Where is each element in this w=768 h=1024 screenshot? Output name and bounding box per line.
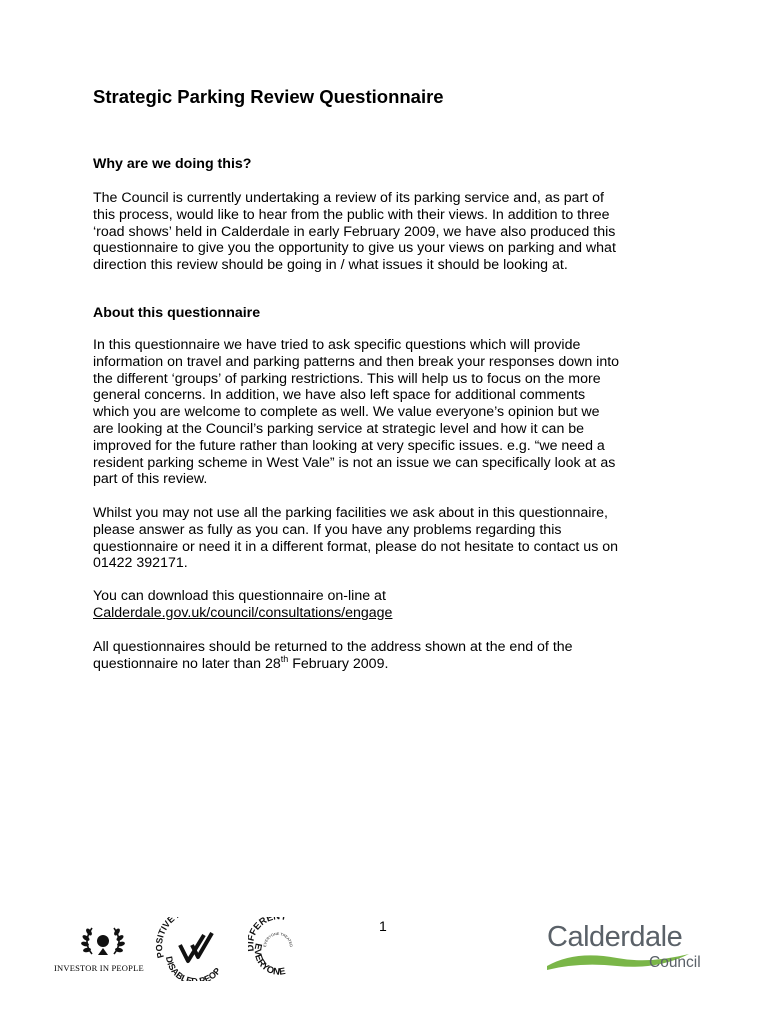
text-line: Whilst you may not use all the parking facilities we ask about in this questionnaire, [93, 505, 608, 521]
text-line: please answer as fully as you can. If you have any problems regarding this [93, 521, 562, 538]
text-line: The Council is currently undertaking a review of its parking service and, as part of [93, 190, 604, 206]
logo-text-bottom: DISABLE PEOP [163, 955, 223, 981]
deadline-month: February 2009. [288, 655, 389, 672]
deadline-text: questionnaire no later than 28 [93, 655, 281, 672]
logo-text-different: FERE T [248, 917, 288, 938]
document-title: Strategic Parking Review Questionnaire [93, 86, 444, 107]
paragraph-why [93, 190, 673, 274]
text-line: questionnaire or need it in a different format, please do not hesitate to contact us on [93, 538, 619, 555]
section-heading-about: About this questionnaire [93, 305, 261, 321]
laurel-wreath-icon [54, 922, 164, 962]
text-line: which you are welcome to complete as well. We value everyone’s opinion but we [93, 404, 600, 421]
investor-in-people-text: INVESTOR IN PEOPLE [54, 963, 144, 973]
text-line: 01422 392171. [93, 555, 188, 572]
paragraph-about-2 [93, 505, 673, 572]
text-line: this process, would like to hear from the public with their views. In addition to three [93, 206, 610, 223]
text-line: direction this review should be going in / what issues it should be looking at. [93, 257, 568, 274]
text-line: part of this review. [93, 471, 208, 488]
paragraph-about-1 [93, 337, 673, 488]
double-tick-icon [180, 933, 212, 961]
download-link[interactable]: Calderdale.gov.uk/council/consultations/engage [93, 604, 393, 621]
text-line: You can download this questionnaire on-line at [93, 588, 386, 604]
paragraph-return-deadline [93, 639, 673, 673]
text-line: improved for the future rather than looking at very specific issues. e.g. “we need a [93, 437, 605, 454]
positive-about-disabled-people-logo [152, 917, 238, 981]
logo-text-top: POSITIVE [153, 917, 177, 960]
text-line: general concerns. In addition, we have also left space for additional comments [93, 387, 586, 404]
logo-text-inner: EVERYONE TREATED [262, 931, 294, 948]
text-line: resident parking scheme in West Vale” is not an issue we can specifically look at as [93, 454, 616, 471]
text-line: information on travel and parking patterns and then break your responses down into [93, 353, 620, 370]
text-line: are looking at the Council’s parking service at strategic level and how it can be [93, 420, 585, 437]
logo-text-everyone: EVERYONE [251, 942, 287, 977]
ordinal-suffix: th [280, 653, 289, 664]
section-heading-why: Why are we doing this? [93, 156, 252, 172]
text-line: All questionnaires should be returned to the address shown at the end of the [93, 639, 573, 655]
calderdale-logo-council: Council [649, 954, 701, 971]
text-line: questionnaire to give you the opportunity to give us your views on parking and what [93, 240, 616, 257]
text-line: ‘road shows’ held in Calderdale in early February 2009, we have also produced this [93, 223, 616, 240]
text-line: the different ‘groups’ of parking restrictions. This will help us to focus on the more [93, 370, 601, 387]
everyone-different-logo [248, 917, 308, 977]
calderdale-logo-name: Calderdale [547, 921, 683, 953]
page-number: 1 [379, 918, 387, 934]
svg-text:EVERYONE [252, 942, 287, 977]
investor-in-people-logo [54, 922, 164, 982]
text-line: In this questionnaire we have tried to ask specific questions which will provide [93, 337, 581, 353]
text-line [93, 653, 673, 673]
paragraph-download [93, 588, 673, 622]
